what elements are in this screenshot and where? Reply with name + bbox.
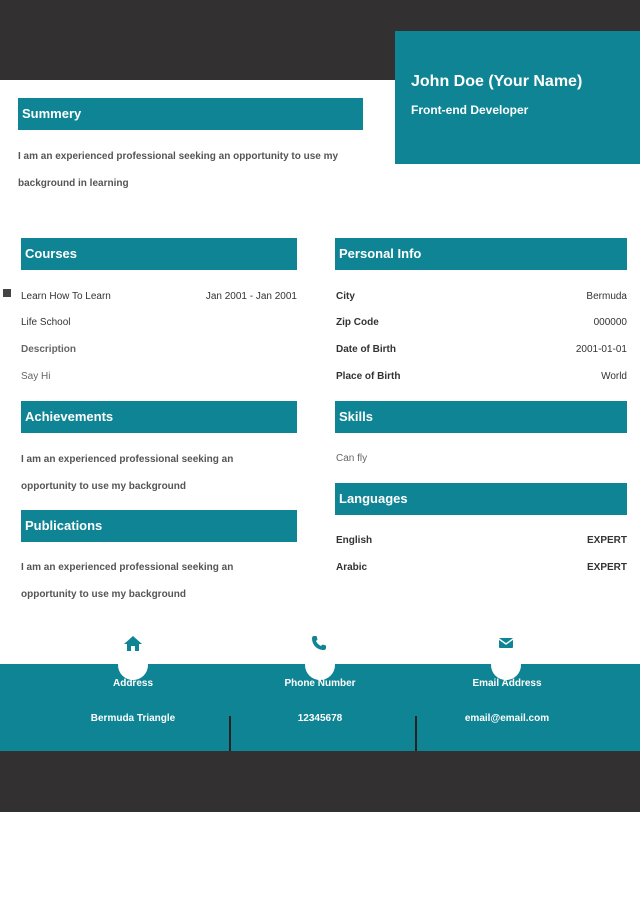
course-description-label-row <box>21 343 297 357</box>
phone-value: 12345678 <box>297 713 343 724</box>
blank-area <box>0 812 640 898</box>
language-row <box>336 534 627 548</box>
envelope-icon <box>494 632 518 654</box>
achievements-text: I am an experienced professional seeking an opportunity to use my background <box>21 454 234 492</box>
language-level: EXPERT <box>586 535 627 546</box>
email-icon-circle <box>491 650 521 680</box>
info-value: 2001-01-01 <box>575 344 627 355</box>
address-label: Address <box>112 678 153 689</box>
info-value: World <box>601 371 627 382</box>
course-institution: Life School <box>21 317 71 328</box>
list-bullet <box>3 289 11 297</box>
info-value: 000000 <box>593 317 627 328</box>
info-label: City <box>336 291 355 302</box>
address-value: Bermuda Triangle <box>90 713 176 724</box>
course-dates: Jan 2001 - Jan 2001 <box>205 291 297 302</box>
achievements-heading: Achievements <box>21 401 297 433</box>
bottom-background-band <box>0 751 640 812</box>
courses-heading: Courses <box>21 238 297 270</box>
course-name: Learn How To Learn <box>21 291 111 302</box>
phone-icon <box>308 632 332 654</box>
publications-heading: Publications <box>21 510 297 542</box>
skill-name: Can fly <box>336 453 368 464</box>
languages-heading: Languages <box>335 483 627 515</box>
home-icon <box>121 632 145 654</box>
summary-heading: Summery <box>18 98 363 130</box>
language-row <box>336 561 627 575</box>
course-institution-row <box>21 316 297 330</box>
info-label: Zip Code <box>336 317 379 328</box>
language-name: English <box>336 535 373 546</box>
info-row-zip <box>336 316 627 330</box>
course-description-label: Description <box>21 344 77 355</box>
job-title: Front-end Developer <box>411 103 529 117</box>
info-label: Date of Birth <box>336 344 396 355</box>
course-row <box>21 290 297 304</box>
info-label: Place of Birth <box>336 371 401 382</box>
address-icon-circle <box>118 650 148 680</box>
summary-text: I am an experienced professional seeking an opportunity to use my background in learning <box>18 151 339 189</box>
full-name: John Doe (Your Name) <box>411 73 583 90</box>
skills-heading: Skills <box>335 401 627 433</box>
info-row-pob <box>336 370 627 384</box>
course-description: Say Hi <box>21 371 51 382</box>
info-row-dob <box>336 343 627 357</box>
language-name: Arabic <box>336 562 368 573</box>
skill-item <box>336 452 627 466</box>
info-value: Bermuda <box>586 291 627 302</box>
info-row-city <box>336 290 627 304</box>
name-card <box>395 31 640 164</box>
language-level: EXPERT <box>586 562 627 573</box>
personal-info-heading: Personal Info <box>335 238 627 270</box>
email-value: email@email.com <box>464 713 550 724</box>
publications-text: I am an experienced professional seeking an opportunity to use my background <box>21 562 234 600</box>
course-description-row <box>21 370 297 384</box>
email-label: Email Address <box>472 678 542 689</box>
phone-label: Phone Number <box>284 678 356 689</box>
phone-icon-circle <box>305 650 335 680</box>
